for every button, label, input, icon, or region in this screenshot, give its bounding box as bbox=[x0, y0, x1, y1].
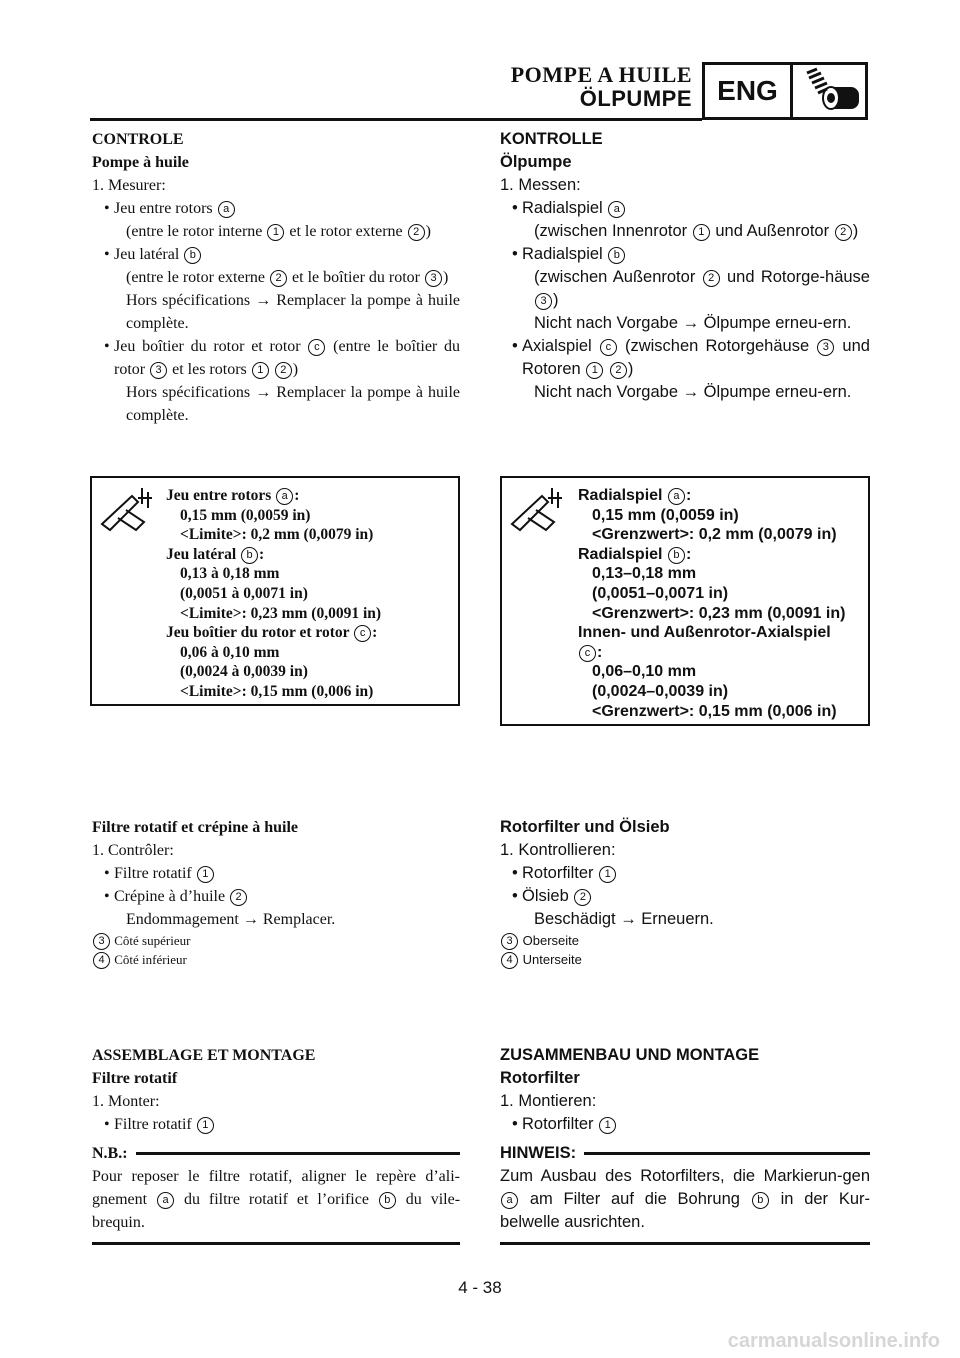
step-measure: 1. Mesurer: bbox=[92, 177, 166, 194]
callout-mark: b bbox=[184, 247, 201, 264]
action-text: Beschädigt → Erneuern. bbox=[534, 910, 714, 928]
action-text: Endommagement → Remplacer. bbox=[126, 911, 336, 928]
list-item: • Rotorfilter 1 bbox=[500, 1113, 870, 1136]
assembly-subheading: Filtre rotatif bbox=[92, 1070, 178, 1087]
note-header: HINWEIS: bbox=[500, 1142, 870, 1165]
note-text: Zum Ausbau des Rotorfilters, die Markierun-gen a am Filter auf die Bohrung b in der Kur-belwelle ausrichten. bbox=[500, 1167, 871, 1231]
left-filter-section bbox=[92, 816, 460, 969]
spec-box-right bbox=[500, 476, 870, 726]
list-item: • Jeu boîtier du rotor et rotor c (entre le boîtier du rotor 3 et les rotors 1 2 ) bbox=[92, 335, 460, 381]
filter-heading: Rotorfilter und Ölsieb bbox=[500, 818, 670, 836]
action-text: Hors spécifications → Remplacer la pompe à huile complète. bbox=[126, 384, 460, 424]
step-install: 1. Montieren: bbox=[500, 1092, 597, 1110]
check-heading: KONTROLLE bbox=[500, 130, 603, 148]
list-item: • Filtre rotatif 1 bbox=[92, 862, 460, 885]
callout-mark: a bbox=[218, 201, 235, 218]
pump-heading: Pompe à huile bbox=[92, 154, 189, 171]
page-number: 4 - 38 bbox=[458, 1278, 502, 1297]
assembly-subheading: Rotorfilter bbox=[500, 1069, 580, 1087]
list-item: • Crépine à d’huile 2 bbox=[92, 885, 460, 908]
right-assembly-section bbox=[500, 1044, 870, 1245]
list-item-detail: (entre le rotor interne 1 et le rotor externe 2 ) bbox=[126, 223, 431, 240]
right-filter-section bbox=[500, 816, 870, 969]
header-rule bbox=[90, 118, 702, 121]
assembly-heading: ASSEMBLAGE ET MONTAGE bbox=[92, 1047, 316, 1064]
step-check: 1. Contrôler: bbox=[92, 842, 174, 859]
list-item: • Jeu latéral b bbox=[92, 243, 460, 266]
note-end-rule bbox=[92, 1242, 460, 1245]
filter-heading: Filtre rotatif et crépine à huile bbox=[92, 819, 299, 836]
legend-item: 3 Oberseite bbox=[500, 931, 870, 950]
engine-spring-icon bbox=[797, 67, 865, 115]
legend-item: 4 Unterseite bbox=[500, 950, 870, 969]
section-badge-label: ENG bbox=[705, 65, 793, 117]
section-badge bbox=[702, 62, 868, 120]
action-text: Nicht nach Vorgabe → Ölpumpe erneu-ern. bbox=[534, 383, 852, 401]
spec-values: Jeu entre rotors a : 0,15 mm (0,0059 in) <Limite>: 0,2 mm (0,0079 in) Jeu latéral b : 0,13 à 0,18 mm (0,0051 à 0,0071 in) <Limite>: 0,23 mm (0,0091 in) Jeu boîtier du rotor et rotor c : 0,06 à 0,10 mm (0,0024 à 0,0039 in) <Limite>: 0,15 mm (0,006 in) bbox=[166, 487, 382, 700]
left-column-check bbox=[92, 128, 460, 427]
list-item-detail: (zwischen Außenrotor 2 und Rotorge-häuse 3 ) bbox=[534, 268, 870, 309]
action-text: Hors spécifications → Remplacer la pompe à huile complète. bbox=[126, 292, 460, 332]
assembly-heading: ZUSAMMENBAU UND MONTAGE bbox=[500, 1046, 760, 1064]
watermark: carmanualsonline.info bbox=[727, 1330, 940, 1352]
header-title-german: ÖLPUMPE bbox=[579, 86, 692, 111]
caliper-icon bbox=[508, 484, 568, 544]
list-item-detail: (zwischen Innenrotor 1 und Außenrotor 2 ) bbox=[534, 222, 859, 240]
right-column-check bbox=[500, 128, 870, 404]
step-measure: 1. Messen: bbox=[500, 176, 581, 194]
spec-values: Radialspiel a : 0,15 mm (0,0059 in) <Grenzwert>: 0,2 mm (0,0079 in) Radialspiel b : 0,13–0,18 mm (0,0051–0,0071 in) <Grenzwert>: 0,23 mm (0,0091 in) Innen- und Außenrotor-Axialspiel c : 0,06–0,10 mm (0,0024–0,0039 in) <Grenzwert>: 0,15 mm (0,006 in) bbox=[578, 487, 846, 720]
legend-item: 4 Côté inférieur bbox=[92, 950, 460, 969]
note-header: N.B.: bbox=[92, 1142, 460, 1165]
caliper-icon bbox=[98, 484, 158, 544]
list-item: • Radialspiel b bbox=[500, 243, 870, 266]
list-item-detail: (entre le rotor externe 2 et le boîtier du rotor 3 ) bbox=[126, 269, 449, 286]
step-check: 1. Kontrollieren: bbox=[500, 841, 616, 859]
list-item: • Rotorfilter 1 bbox=[500, 862, 870, 885]
legend-item: 3 Côté supérieur bbox=[92, 931, 460, 950]
header-title-french: POMPE A HUILE bbox=[510, 62, 692, 87]
left-assembly-section bbox=[92, 1044, 460, 1245]
pump-heading: Ölpumpe bbox=[500, 153, 572, 171]
list-item: • Ölsieb 2 bbox=[500, 885, 870, 908]
spec-box-left bbox=[90, 476, 460, 706]
note-end-rule bbox=[500, 1242, 870, 1245]
list-item: • Filtre rotatif 1 bbox=[92, 1113, 460, 1136]
list-item: • Jeu entre rotors a bbox=[92, 197, 460, 220]
note-text: Pour reposer le filtre rotatif, aligner le repère d’ali-gnement a du filtre rotatif et l’orifice b du vile-brequin. bbox=[92, 1168, 461, 1231]
list-item: • Axialspiel c (zwischen Rotorgehäuse 3 und Rotoren 1 2 ) bbox=[500, 335, 870, 381]
action-text: Nicht nach Vorgabe → Ölpumpe erneu-ern. bbox=[534, 314, 852, 332]
check-heading: CONTROLE bbox=[92, 131, 184, 148]
list-item: • Radialspiel a bbox=[500, 197, 870, 220]
step-install: 1. Monter: bbox=[92, 1093, 160, 1110]
